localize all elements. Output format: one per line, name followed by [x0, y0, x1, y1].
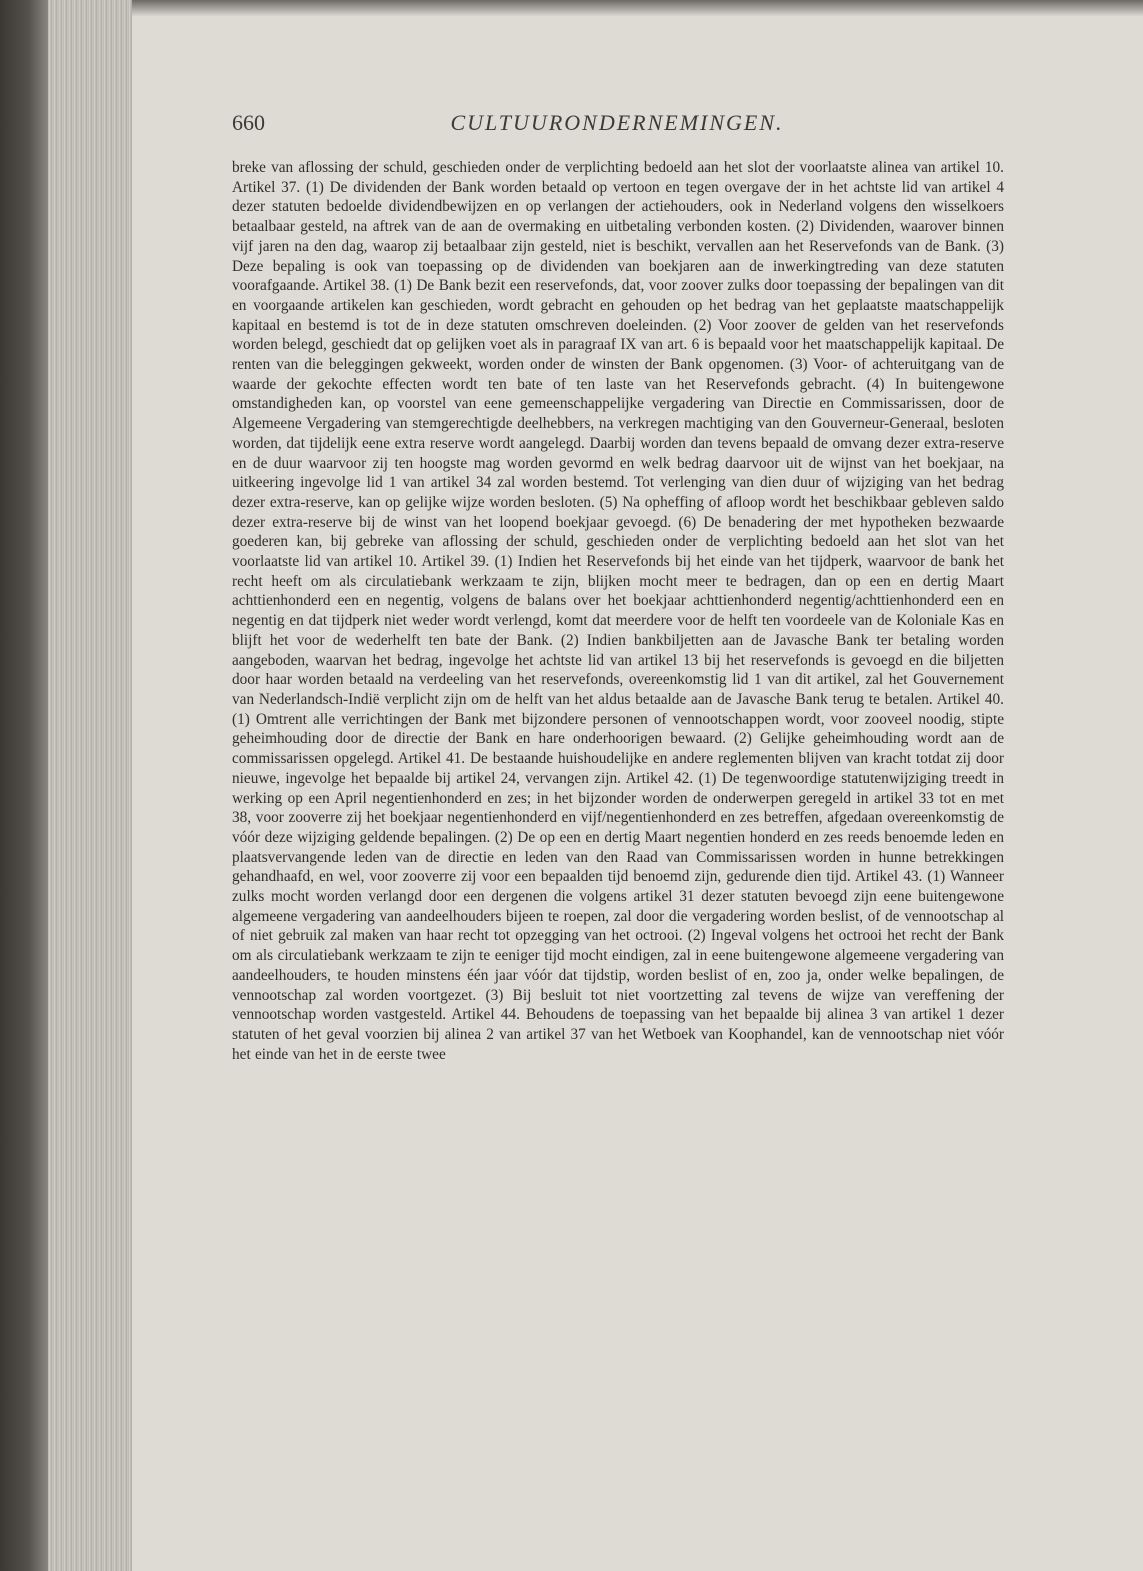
body-paragraph: breke van aflossing der schuld, geschieden onder de verplichting bedoeld aan het slot der voorlaatste alinea van artikel 10. Artikel 37. (1) De dividenden der Bank worden betaald op vertoon en tegen overgave der in het achtste lid van artikel 4 dezer statuten bedoelde dividendbewijzen en op verlangen der actiehouders, ook in Nederland volgens den wisselkoers betaalbaar gesteld, na aftrek van de aan de overmaking en uitbetaling verbonden kosten. (2) Dividenden, waarover binnen vijf jaren na den dag, waarop zij betaalbaar zijn gesteld, niet is beschikt, vervallen aan het Reservefonds van de Bank. (3) Deze bepaling is ook van toepassing op de dividenden van boekjaren aan de inwerkingtreding van deze statuten voorafgaande. Artikel 38. (1) De Bank bezit een reservefonds, dat, voor zoover zulks door toepassing der bepalingen van dit en voorgaande artikelen kan geschieden, wordt gebracht en gehouden op het bedrag van het geplaatste maatschappelijk kapitaal en bestemd is tot de in deze statuten omschreven doeleinden. (2) Voor zoover de gelden van het reservefonds worden belegd, geschiedt dat op gelijken voet als in paragraaf IX van art. 6 is bepaald voor het maatschappelijk kapitaal. De renten van die beleggingen gekweekt, worden onder de winsten der Bank opgenomen. (3) Voor- of achteruitgang van de waarde der gekochte effecten wordt ten bate of ten laste van het Reservefonds gebracht. (4) In buitengewone omstandigheden kan, op voorstel van eene gemeenschappelijke vergadering van Directie en Commissarissen, door de Algemeene Vergadering van stemgerechtigde deelhebbers, na verkregen machtiging van den Gouverneur-Generaal, besloten worden, dat tijdelijk eene extra reserve wordt aangelegd. Daarbij worden dan tevens bepaald de omvang dezer extra-reserve en de duur waarvoor zij ten hoogste mag worden gevormd en welk bedrag daarvoor uit de wijnst van het boekjaar, na uitkeering ingevolge lid 1 van artikel 34 zal worden bestemd. Tot verlenging van dien duur of wijziging van het bedrag dezer extra-reserve, kan op gelijke wijze worden besloten. (5) Na opheffing of afloop wordt het beschikbaar gebleven saldo dezer extra-reserve bij de winst van het loopend boekjaar gevoegd. (6) De benadering der met hypotheken bezwaarde goederen kan, bij gebreke van aflossing der schuld, geschieden onder de verplichting bedoeld aan het slot van het voorlaatste lid van artikel 10. Artikel 39. (1) Indien het Reservefonds bij het einde van het tijdperk, waarvoor de bank het recht heeft om als circulatiebank werkzaam te zijn, blijken mocht meer te bedragen, dan op een en dertig Maart achttienhonderd een en negentig, volgens de balans over het boekjaar achttienhonderd negentig/achttienhonderd een en negentig en dat tijdperk niet weder wordt verlengd, komt dat meerdere voor de helft ten voordeele van de Koloniale Kas en blijft het voor de wederhelft ten bate der Bank. (2) Indien bankbiljetten aan de Javasche Bank ter betaling worden aangeboden, waarvan het bedrag, ingevolge het achtste lid van artikel 13 bij het reservefonds is gevoegd en die biljetten door haar worden betaald na verdeeling van het reservefonds, overeenkomstig lid 1 van dit artikel, zal het Gouvernement van Nederlandsch-Indië verplicht zijn om de helft van het aldus betaalde aan de Javasche Bank terug te betalen. Artikel 40. (1) Omtrent alle verrichtingen der Bank met bijzondere personen of vennootschappen wordt, voor zooveel noodig, stipte geheimhouding door de directie der Bank en hare onderhoorigen bewaard. (2) Gelijke geheimhouding wordt aan de commissarissen opgelegd. Artikel 41. De bestaande huishoudelijke en andere reglementen blijven van kracht totdat zij door nieuwe, ingevolge het bepaalde bij artikel 24, vervangen zijn. Artikel 42. (1) De tegenwoordige statutenwijziging treedt in werking op een April negentienhonderd en zes; in het bijzonder worden de onderwerpen geregeld in artikel 33 tot en met 38, voor zooverre zij het boekjaar negentienhonderd en vijf/negentienhonderd en zes betreffen, afgedaan overeenkomstig de vóór deze wijziging geldende bepalingen. (2) De op een en dertig Maart negentien honderd en zes reeds benoemde leden en plaatsvervangende leden van de directie en leden van den Raad van Commissarissen worden in hunne betrekkingen gehandhaafd, en wel, voor zooverre zij voor een bepaalden tijd benoemd zijn, gedurende dien tijd. Artikel 43. (1) Wanneer zulks mocht worden verlangd door een dergenen die volgens artikel 31 dezer statuten bevoegd zijn eene buitengewone algemeene vergadering van aandeelhouders bijeen te roepen, zal door die vergadering worden beslist, of de vennootschap al of niet gebruik zal maken van haar recht tot opzegging van het octrooi. (2) Ingeval volgens het octrooi het recht der Bank om als circulatiebank werkzaam te zijn te eeniger tijd mocht eindigen, zal in eene buitengewone algemeene vergadering van aandeelhouders, te houden minstens één jaar vóór dat tijdstip, worden beslist of en, zoo ja, onder welke bepalingen, de vennootschap zal worden voortgezet. (3) Bij besluit tot niet voortzetting zal tevens de wijze van vereffening der vennootschap worden vastgesteld. Artikel 44. Behoudens de toepassing van het bepaalde bij alinea 3 van artikel 1 dezer statuten of het geval voorzien bij alinea 2 van artikel 37 van het Wetboek van Koophandel, kan de vennootschap niet vóór het einde van het in de eerste twee: [232, 159, 1004, 1063]
page-number: 660: [232, 110, 265, 135]
running-title: CULTUURONDERNEMINGEN.: [450, 110, 784, 135]
book-page: [132, 16, 1143, 1571]
top-shadow: [132, 0, 1143, 16]
book-spine-shadow: [0, 0, 48, 1571]
page-header: [232, 110, 1002, 140]
page-edges: [48, 0, 132, 1571]
